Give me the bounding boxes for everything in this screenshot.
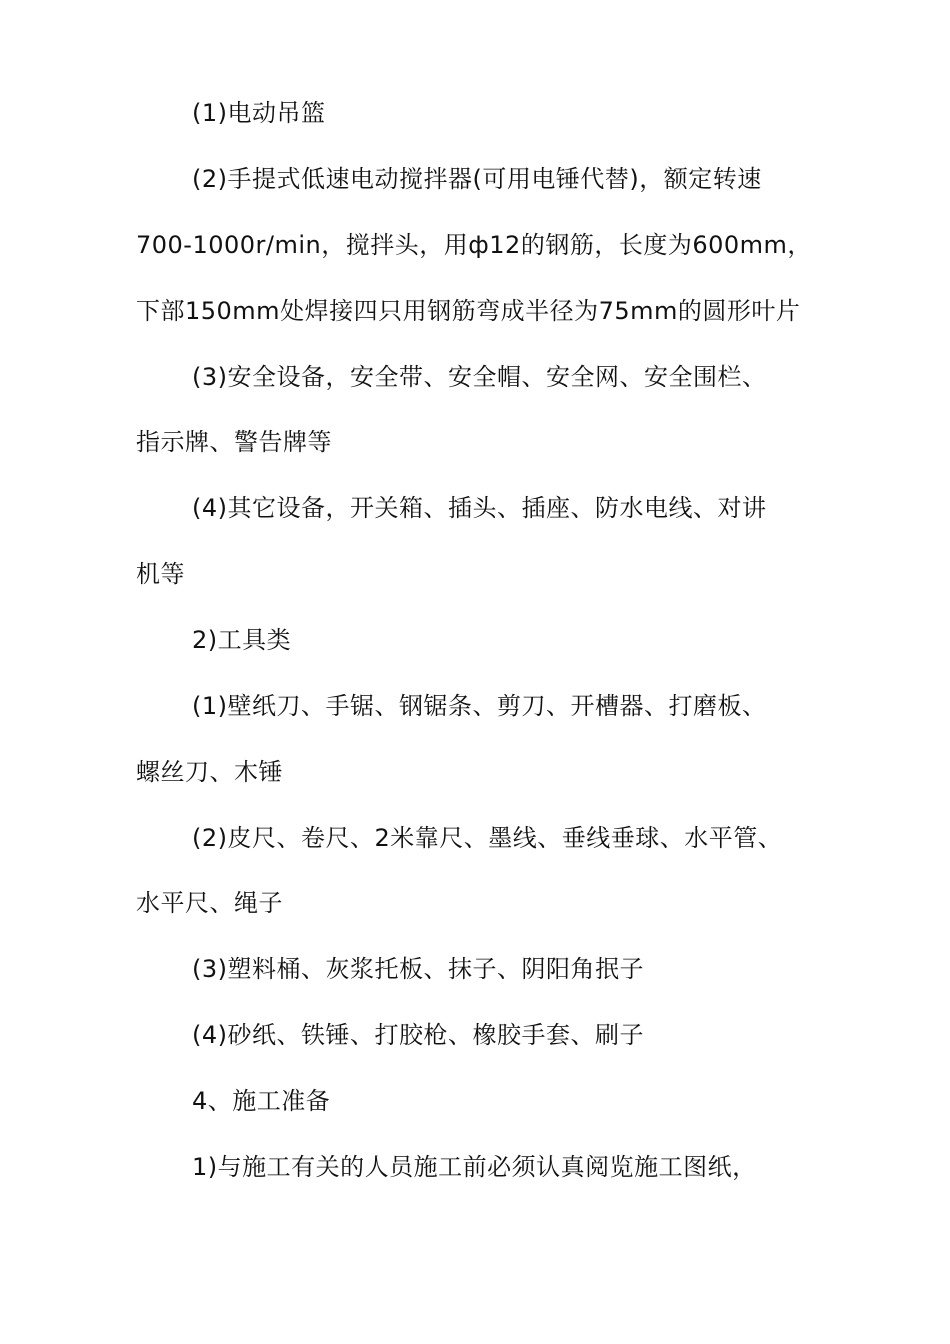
paragraph-line: (4)其它设备，开关箱、插头、插座、防水电线、对讲: [192, 494, 767, 522]
paragraph-line: (3)安全设备，安全带、安全帽、安全网、安全围栏、: [192, 363, 767, 391]
paragraph-line: 指示牌、警告牌等: [136, 428, 332, 456]
paragraph-line: 下部150mm处焊接四只用钢筋弯成半径为75mm的圆形叶片: [136, 297, 801, 325]
paragraph-line: (4)砂纸、铁锤、打胶枪、橡胶手套、刷子: [192, 1021, 644, 1049]
paragraph-line: 机等: [136, 560, 185, 588]
paragraph-line: (1)壁纸刀、手锯、钢锯条、剪刀、开槽器、打磨板、: [192, 692, 767, 720]
paragraph-line: 螺丝刀、木锤: [136, 758, 283, 786]
section-heading: 4、施工准备: [192, 1087, 331, 1115]
paragraph-line: (2)手提式低速电动搅拌器(可用电锤代替)，额定转速: [192, 165, 762, 193]
paragraph-line: (3)塑料桶、灰浆托板、抹子、阴阳角抿子: [192, 955, 644, 983]
section-heading: 2)工具类: [192, 626, 292, 654]
paragraph-line: 1)与施工有关的人员施工前必须认真阅览施工图纸，: [192, 1153, 757, 1181]
paragraph-line: 700-1000r/min，搅拌头，用ф12的钢筋，长度为600mm，: [136, 231, 812, 259]
paragraph-line: (1)电动吊篮: [192, 99, 326, 127]
paragraph-line: (2)皮尺、卷尺、2米靠尺、墨线、垂线垂球、水平管、: [192, 824, 783, 852]
paragraph-line: 水平尺、绳子: [136, 889, 283, 917]
